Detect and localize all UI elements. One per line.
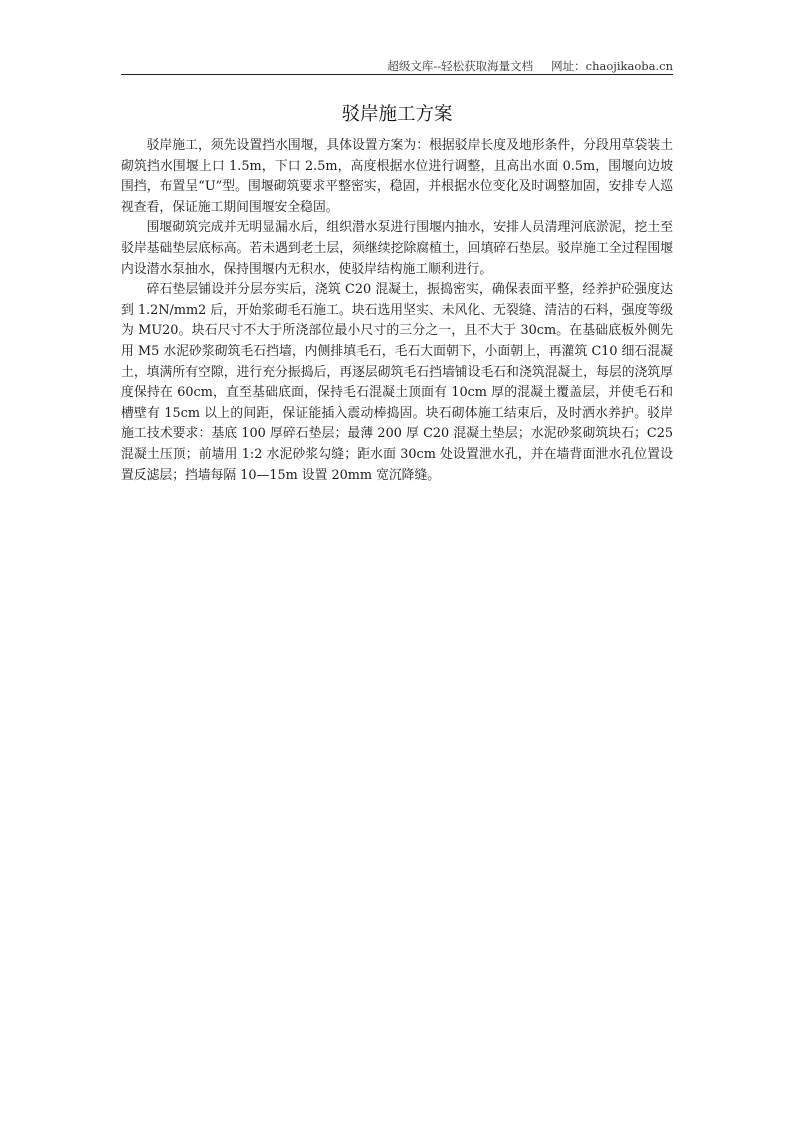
header-divider	[121, 74, 673, 75]
page-header	[121, 57, 673, 75]
header-site-name: 超级文库--轻松获取海量文档	[387, 59, 534, 73]
paragraph-masonry: 碎石垫层铺设并分层夯实后，浇筑 C20 混凝土，振捣密实，确保表面平整，经养护砼强度达到 1.2N/mm2 后，开始浆砌毛石施工。块石选用坚实、未风化、无裂缝、清洁的石料，强度等级为 MU20。块石尺寸不大于所浇部位最小尺寸的三分之一，且不大于 30cm。在基础底板外侧先用 M5 水泥砂浆砌筑毛石挡墙，内侧排填毛石，毛石大面朝下，小面朝上，再灌筑 C10 细石混凝土，填满所有空隙，进行充分振捣后，再逐层砌筑毛石挡墙铺设毛石和浇筑混凝土，每层的浇筑厚度保持在 60cm，直至基础底面，保持毛石混凝土顶面有 10cm 厚的混凝土覆盖层，并使毛石和槽壁有 15cm 以上的间距，保证能插入震动棒捣固。块石砌体施工结束后，及时洒水养护。驳岸施工技术要求：基底 100 厚碎石垫层；最薄 200 厚 C20 混凝土垫层；水泥砂浆砌筑块石；C25 混凝土压顶；前墙用 1:2 水泥砂浆勾缝；距水面 30cm 处设置泄水孔，并在墙背面泄水孔位置设置反滤层；挡墙每隔 10—15m 设置 20mm 宽沉降缝。	[121, 282, 673, 483]
header-url: 网址：chaojikaoba.cn	[551, 59, 673, 73]
document-body	[121, 136, 673, 486]
paragraph-cofferdam: 驳岸施工，须先设置挡水围堰，具体设置方案为：根据驳岸长度及地形条件，分段用草袋装土砌筑挡水围堰上口 1.5m，下口 2.5m，高度根据水位进行调整，且高出水面 0.5m，围堰向边坡围挡，布置呈“U”型。围堰砌筑要求平整密实，稳固，并根据水位变化及时调整加固，安排专人巡视查看，保证施工期间围堰安全稳固。	[121, 138, 673, 215]
paragraph-dewatering: 围堰砌筑完成并无明显漏水后，组织潜水泵进行围堰内抽水，安排人员清理河底淤泥，挖土至驳岸基础垫层底标高。若未遇到老土层，须继续挖除腐植土，回填碎石垫层。驳岸施工全过程围堰内设潜水泵抽水，保持围堰内无积水，使驳岸结构施工顺利进行。	[121, 220, 673, 277]
document-title: 驳岸施工方案	[341, 104, 453, 125]
